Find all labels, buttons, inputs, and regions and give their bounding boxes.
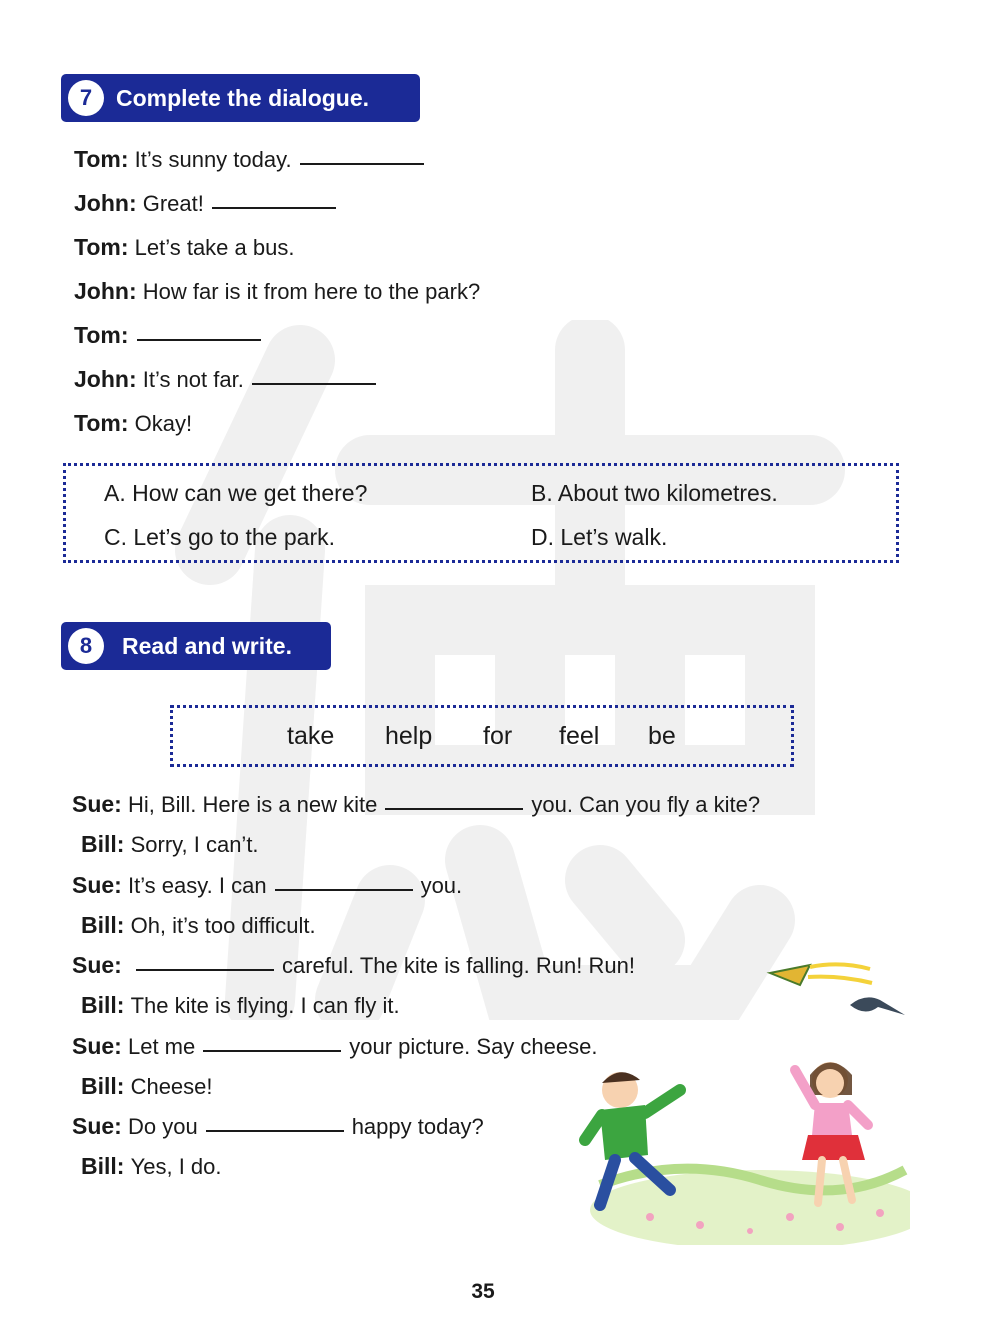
speaker-label: Bill: [81,912,125,938]
speaker-label: Sue: [72,1033,122,1059]
option-b: B. About two kilometres. [531,480,778,506]
dialogue-line [72,952,635,979]
speaker-label: John: [74,366,137,392]
dialogue-line [74,146,432,173]
speaker-label: Tom: [74,322,129,348]
dialogue-line [81,912,316,939]
bird-icon [850,997,905,1015]
section-7-number: 7 [68,80,104,116]
dialogue-text: How far is it from here to the park? [142,279,481,304]
answer-blank[interactable] [275,888,413,891]
dialogue-text: It’s sunny today. [134,147,292,172]
dialogue-line [72,1033,597,1060]
speaker-label: Sue: [72,791,122,817]
dialogue-line [74,366,384,393]
word-bank-item: be [648,722,676,750]
speaker-label: Tom: [74,146,129,172]
section-8-number: 8 [68,628,104,664]
dialogue-text: Do you [127,1114,198,1139]
dialogue-text: The kite is flying. I can fly it. [130,993,400,1018]
dialogue-line [72,791,760,818]
answer-blank[interactable] [252,382,376,385]
page-number: 35 [471,1280,495,1303]
dialogue-text: Great! [142,191,204,216]
answer-blank[interactable] [203,1049,341,1052]
dialogue-line [74,410,192,437]
dialogue-text: Hi, Bill. Here is a new kite [127,792,378,817]
dialogue-text: your picture. Say cheese. [349,1034,598,1059]
speaker-label: Bill: [81,831,125,857]
dialogue-text: Oh, it’s too difficult. [130,913,316,938]
speaker-label: John: [74,278,137,304]
answer-blank[interactable] [136,968,274,971]
option-a: A. How can we get there? [104,480,368,506]
dialogue-text: Let’s take a bus. [134,235,295,260]
dialogue-line [81,992,400,1019]
dialogue-text: It’s easy. I can [127,873,267,898]
dialogue-text: Cheese! [130,1074,213,1099]
speaker-label: Tom: [74,234,129,260]
speaker-label: Bill: [81,992,125,1018]
section-7-title: Complete the dialogue. [116,84,370,111]
speaker-label: Tom: [74,410,129,436]
speaker-label: John: [74,190,137,216]
dialogue-line [74,322,269,349]
answer-blank[interactable] [206,1129,344,1132]
speaker-label: Sue: [72,952,122,978]
answer-blank[interactable] [212,206,336,209]
speaker-label: Bill: [81,1073,125,1099]
dialogue-line [81,1153,222,1180]
answer-blank[interactable] [300,162,424,165]
dialogue-text: happy today? [351,1114,484,1139]
section-7-header [61,74,420,122]
kids-kite-illustration [560,955,910,1245]
dialogue-text: you. [420,873,463,898]
dialogue-text: Let me [127,1034,196,1059]
speaker-label: Bill: [81,1153,125,1179]
dialogue-line [74,190,344,217]
word-bank [170,705,794,767]
dialogue-line [74,234,294,261]
dialogue-text: Okay! [134,411,193,436]
answer-blank[interactable] [385,807,523,810]
dialogue-text: you. Can you fly a kite? [531,792,761,817]
dialogue-text: It’s not far. [142,367,244,392]
word-bank-item: take [287,722,335,750]
section-8-title: Read and write. [122,632,292,659]
speaker-label: Sue: [72,1113,122,1139]
speaker-label: Sue: [72,872,122,898]
dialogue-text: careful. The kite is falling. Run! Run! [281,953,635,978]
word-bank-item: feel [559,722,600,750]
option-c: C. Let’s go to the park. [104,524,335,550]
options-box [63,463,899,563]
word-bank-item: help [385,722,433,750]
dialogue-line [72,872,462,899]
dialogue-text: Sorry, I can’t. [130,832,259,857]
section-8-header [61,622,331,670]
dialogue-text: Yes, I do. [130,1154,222,1179]
option-d: D. Let’s walk. [531,524,668,550]
dialogue-line [81,831,259,858]
word-bank-item: for [483,722,513,750]
kite-icon [770,964,872,985]
dialogue-line [81,1073,213,1100]
dialogue-line [72,1113,484,1140]
answer-blank[interactable] [137,338,261,341]
dialogue-line [74,278,480,305]
